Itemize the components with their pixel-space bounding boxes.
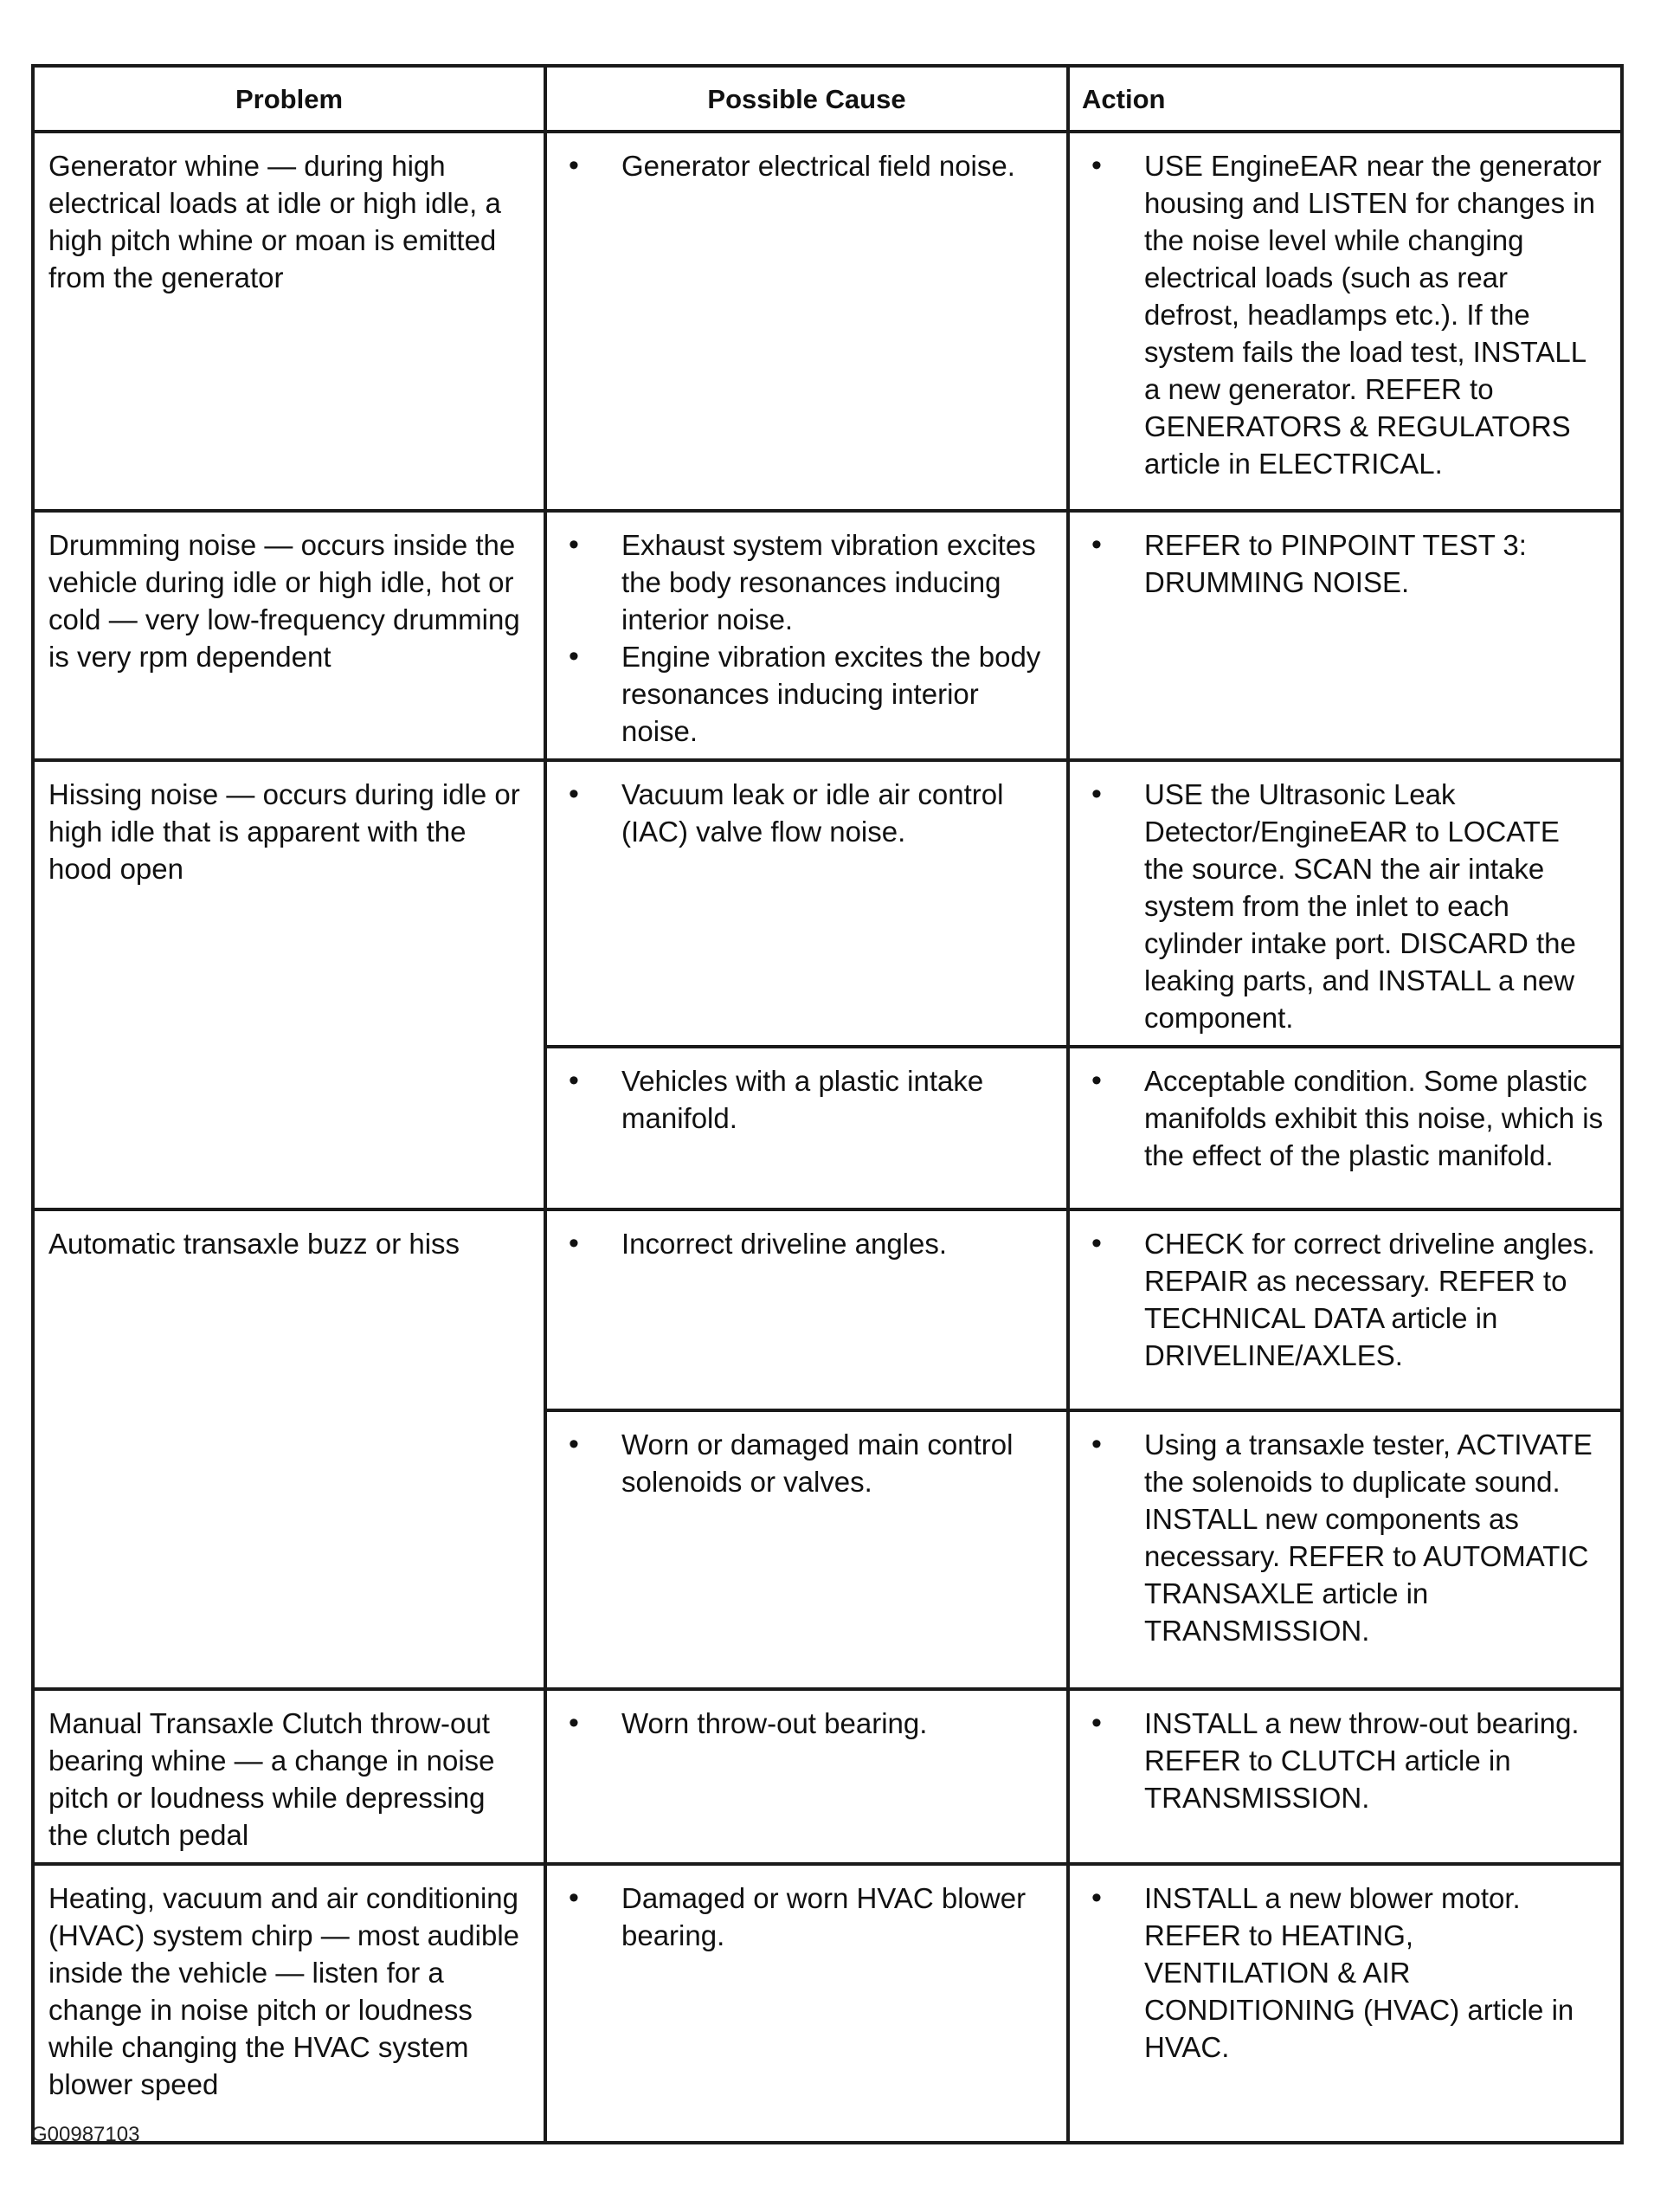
cause-item: • Exhaust system vibration excites the body resonances inducing interior noise. <box>561 526 1052 638</box>
action-item: • INSTALL a new throw-out bearing. REFER to CLUTCH article in TRANSMISSION. <box>1084 1705 1606 1816</box>
cause-cell <box>545 1864 1068 2143</box>
header-action: Action <box>1068 66 1622 132</box>
action-item: • REFER to PINPOINT TEST 3: DRUMMING NOISE. <box>1084 526 1606 601</box>
table-row <box>33 1864 1622 2143</box>
cause-item: • Vehicles with a plastic intake manifold. <box>561 1062 1052 1137</box>
action-cell <box>1068 511 1622 760</box>
action-cell <box>1068 1047 1622 1209</box>
table-row <box>33 511 1622 760</box>
table-row <box>33 1209 1622 1410</box>
action-cell <box>1068 132 1622 511</box>
cause-cell <box>545 1410 1068 1689</box>
cause-item: • Worn or damaged main control solenoids or valves. <box>561 1426 1052 1500</box>
diagnosis-table <box>31 64 1624 2144</box>
problem-cell: Hissing noise — occurs during idle or high idle that is apparent with the hood open <box>33 760 545 1209</box>
cause-item: • Vacuum leak or idle air control (IAC) valve flow noise. <box>561 776 1052 850</box>
cause-item: • Generator electrical field noise. <box>561 147 1052 184</box>
cause-item: • Engine vibration excites the body resonances inducing interior noise. <box>561 638 1052 750</box>
problem-cell: Drumming noise — occurs inside the vehicle during idle or high idle, hot or cold — very low-frequency drumming is very rpm dependent <box>33 511 545 760</box>
figure-id: G00987103 <box>31 2123 140 2146</box>
action-cell <box>1068 1689 1622 1864</box>
action-cell <box>1068 1410 1622 1689</box>
action-cell <box>1068 760 1622 1047</box>
cause-cell <box>545 760 1068 1047</box>
problem-cell: Manual Transaxle Clutch throw-out bearing whine — a change in noise pitch or loudness while depressing the clutch pedal <box>33 1689 545 1864</box>
action-item: • CHECK for correct driveline angles. REPAIR as necessary. REFER to TECHNICAL DATA article in DRIVELINE/AXLES. <box>1084 1225 1606 1374</box>
action-item: • USE the Ultrasonic Leak Detector/EngineEAR to LOCATE the source. SCAN the air intake system from the inlet to each cylinder intake port. DISCARD the leaking parts, and INSTALL a new component. <box>1084 776 1606 1036</box>
action-cell <box>1068 1209 1622 1410</box>
cause-cell <box>545 132 1068 511</box>
cause-item: • Incorrect driveline angles. <box>561 1225 1052 1262</box>
table-row <box>33 760 1622 1047</box>
problem-cell: Automatic transaxle buzz or hiss <box>33 1209 545 1689</box>
cause-cell <box>545 1689 1068 1864</box>
cause-cell <box>545 1209 1068 1410</box>
cause-cell <box>545 1047 1068 1209</box>
cause-cell <box>545 511 1068 760</box>
table-row <box>33 132 1622 511</box>
cause-item: • Worn throw-out bearing. <box>561 1705 1052 1742</box>
action-cell <box>1068 1864 1622 2143</box>
action-item: • USE EngineEAR near the generator housing and LISTEN for changes in the noise level while changing electrical loads (such as rear defrost, headlamps etc.). If the system fails the load test, INSTALL a new generator. REFER to GENERATORS & REGULATORS article in ELECTRICAL. <box>1084 147 1606 482</box>
problem-cell: Generator whine — during high electrical loads at idle or high idle, a high pitch whine or moan is emitted from the generator <box>33 132 545 511</box>
header-possible-cause: Possible Cause <box>545 66 1068 132</box>
action-item: • INSTALL a new blower motor. REFER to HEATING, VENTILATION & AIR CONDITIONING (HVAC) article in HVAC. <box>1084 1880 1606 2066</box>
action-item: • Acceptable condition. Some plastic manifolds exhibit this noise, which is the effect of the plastic manifold. <box>1084 1062 1606 1174</box>
action-item: • Using a transaxle tester, ACTIVATE the solenoids to duplicate sound. INSTALL new components as necessary. REFER to AUTOMATIC TRANSAXLE article in TRANSMISSION. <box>1084 1426 1606 1649</box>
header-row <box>33 66 1622 132</box>
header-problem: Problem <box>33 66 545 132</box>
problem-cell: Heating, vacuum and air conditioning (HVAC) system chirp — most audible inside the vehicle — listen for a change in noise pitch or loudness while changing the HVAC system blower speed <box>33 1864 545 2143</box>
cause-item: • Damaged or worn HVAC blower bearing. <box>561 1880 1052 1954</box>
table-row <box>33 1689 1622 1864</box>
